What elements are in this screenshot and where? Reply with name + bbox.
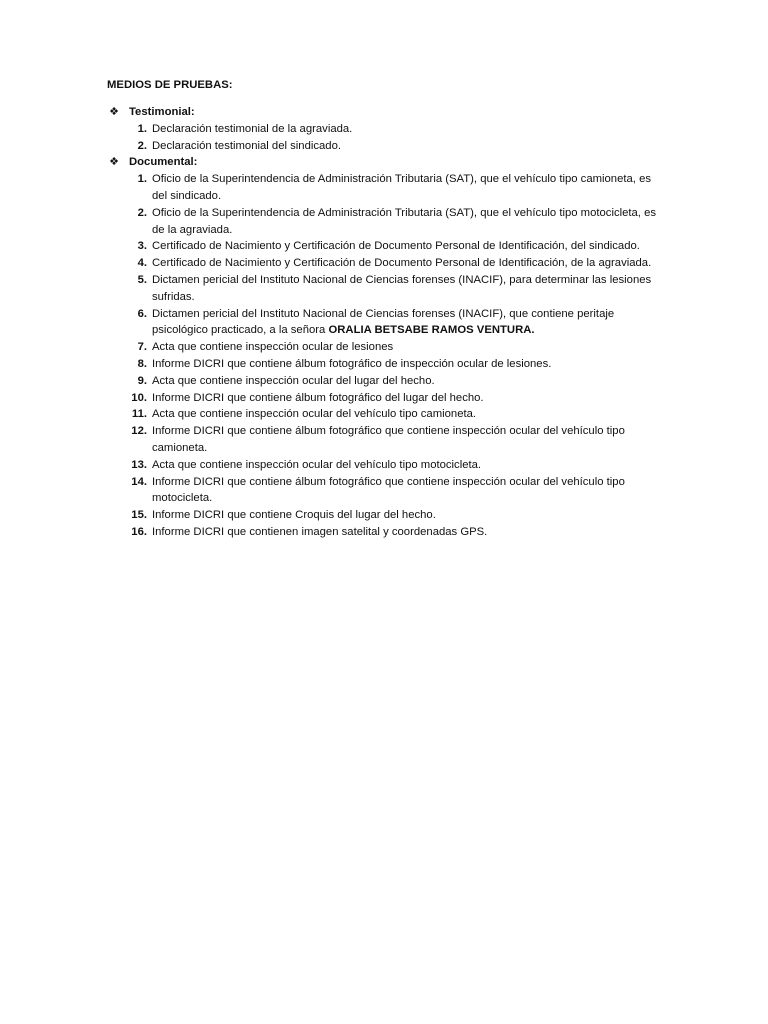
list-item-number: 7. xyxy=(137,341,147,354)
list-item-number: 11. xyxy=(131,408,147,421)
list-item-body: Oficio de la Superintendencia de Administración Tributaria (SAT), que el vehículo tipo camioneta, es del sindicado. xyxy=(152,173,652,202)
evidence-section xyxy=(107,104,667,154)
list-item-body: Certificado de Nacimiento y Certificación de Documento Personal de Identificación, de la agraviada. xyxy=(152,257,652,270)
list-item-number: 8. xyxy=(137,357,147,370)
list-item-text xyxy=(152,240,640,252)
list-item-text xyxy=(152,459,481,471)
list-item-number: 1. xyxy=(137,122,147,135)
list-item-body: Declaración testimonial de la agraviada. xyxy=(152,122,353,135)
evidence-section xyxy=(107,154,667,540)
list-item xyxy=(129,339,667,356)
list-item-number: 14. xyxy=(131,475,147,488)
list-item-body: Acta que contiene inspección ocular de lesiones xyxy=(152,341,394,354)
document-title: MEDIOS DE PRUEBAS: xyxy=(107,79,233,91)
list-item-number: 9. xyxy=(137,374,147,387)
section-heading: Testimonial: xyxy=(129,106,195,118)
list-item-number: 4. xyxy=(137,257,147,270)
list-item-body: Acta que contiene inspección ocular del vehículo tipo camioneta. xyxy=(152,408,477,421)
list-item xyxy=(129,255,667,272)
list-item-number: 1. xyxy=(137,173,147,186)
list-item xyxy=(129,390,667,407)
evidence-sections xyxy=(107,104,667,541)
section-heading: Documental: xyxy=(129,156,198,169)
list-item-number: 13. xyxy=(131,458,147,471)
list-item-body: Acta que contiene inspección ocular del lugar del hecho. xyxy=(152,374,435,387)
list-item-body: Informe DICRI que contiene álbum fotográfico del lugar del hecho. xyxy=(152,391,484,404)
list-item-text xyxy=(152,274,651,303)
list-item-body: Informe DICRI que contienen imagen satelital y coordenadas GPS. xyxy=(152,525,488,538)
list-item xyxy=(129,121,667,138)
list-item-text xyxy=(152,207,656,236)
list-item-body: Informe DICRI que contiene Croquis del lugar del hecho. xyxy=(152,509,436,522)
list-item-number: 3. xyxy=(137,240,147,253)
list-item-body: Declaración testimonial del sindicado. xyxy=(152,139,342,152)
list-item-body: Informe DICRI que contiene álbum fotográfico que contiene inspección ocular del vehículo tipo camioneta. xyxy=(152,425,625,454)
list-item-number: 2. xyxy=(137,139,147,152)
list-item xyxy=(129,457,667,474)
list-item xyxy=(129,356,667,373)
list-item xyxy=(129,524,667,541)
list-item-text xyxy=(152,308,614,337)
list-item-text xyxy=(152,123,352,135)
list-item-text xyxy=(152,257,651,269)
list-item xyxy=(129,138,667,155)
list-item-text xyxy=(152,173,651,202)
list-item-number: 10. xyxy=(131,391,147,404)
list-item-number: 12. xyxy=(131,425,147,438)
list-item xyxy=(129,423,667,457)
list-item-body: Acta que contiene inspección ocular del vehículo tipo motocicleta. xyxy=(152,458,482,471)
diamond-bullet-icon: ❖ xyxy=(109,106,119,118)
list-item-number: 16. xyxy=(131,525,147,538)
list-item xyxy=(129,373,667,390)
list-item-body: Certificado de Nacimiento y Certificación de Documento Personal de Identificación, del sindicado. xyxy=(152,240,640,253)
list-item-text xyxy=(152,408,476,420)
list-item xyxy=(129,238,667,255)
list-item-text xyxy=(152,375,435,387)
evidence-list xyxy=(129,171,667,541)
list-item-text xyxy=(152,476,625,505)
list-item-text xyxy=(152,392,484,404)
list-item-text xyxy=(152,509,436,521)
list-item-number: 15. xyxy=(131,509,147,522)
list-item-body: Informe DICRI que contiene álbum fotográfico que contiene inspección ocular del vehículo tipo motocicleta. xyxy=(152,475,625,505)
list-item-text xyxy=(152,425,625,454)
person-name: ORALIA BETSABE RAMOS VENTURA. xyxy=(328,324,535,337)
list-item-number: 6. xyxy=(137,307,147,320)
list-item xyxy=(129,171,667,205)
list-item-number: 2. xyxy=(137,206,147,219)
list-item-body: Informe DICRI que contiene álbum fotográfico de inspección ocular de lesiones. xyxy=(152,357,552,370)
list-item xyxy=(129,272,667,306)
list-item xyxy=(129,474,667,508)
list-item-body: Dictamen pericial del Instituto Nacional de Ciencias forenses (INACIF), para determinar las lesiones sufridas. xyxy=(152,273,652,303)
list-item-text xyxy=(152,526,487,538)
list-item-number: 5. xyxy=(137,273,147,286)
list-item-body: Dictamen pericial del Instituto Nacional de Ciencias forenses (INACIF), que contiene peritaje psicológico practicado, a la señora xyxy=(152,307,615,337)
list-item xyxy=(129,306,667,340)
list-item-body: Oficio de la Superintendencia de Administración Tributaria (SAT), que el vehículo tipo motocicleta, es de la agraviada. xyxy=(152,206,657,236)
list-item xyxy=(129,406,667,423)
diamond-bullet-icon: ❖ xyxy=(109,156,119,169)
list-item xyxy=(129,507,667,524)
list-item-text xyxy=(152,341,393,353)
evidence-list xyxy=(129,121,667,155)
list-item-text xyxy=(152,358,551,370)
list-item xyxy=(129,205,667,239)
list-item-text xyxy=(152,140,341,152)
